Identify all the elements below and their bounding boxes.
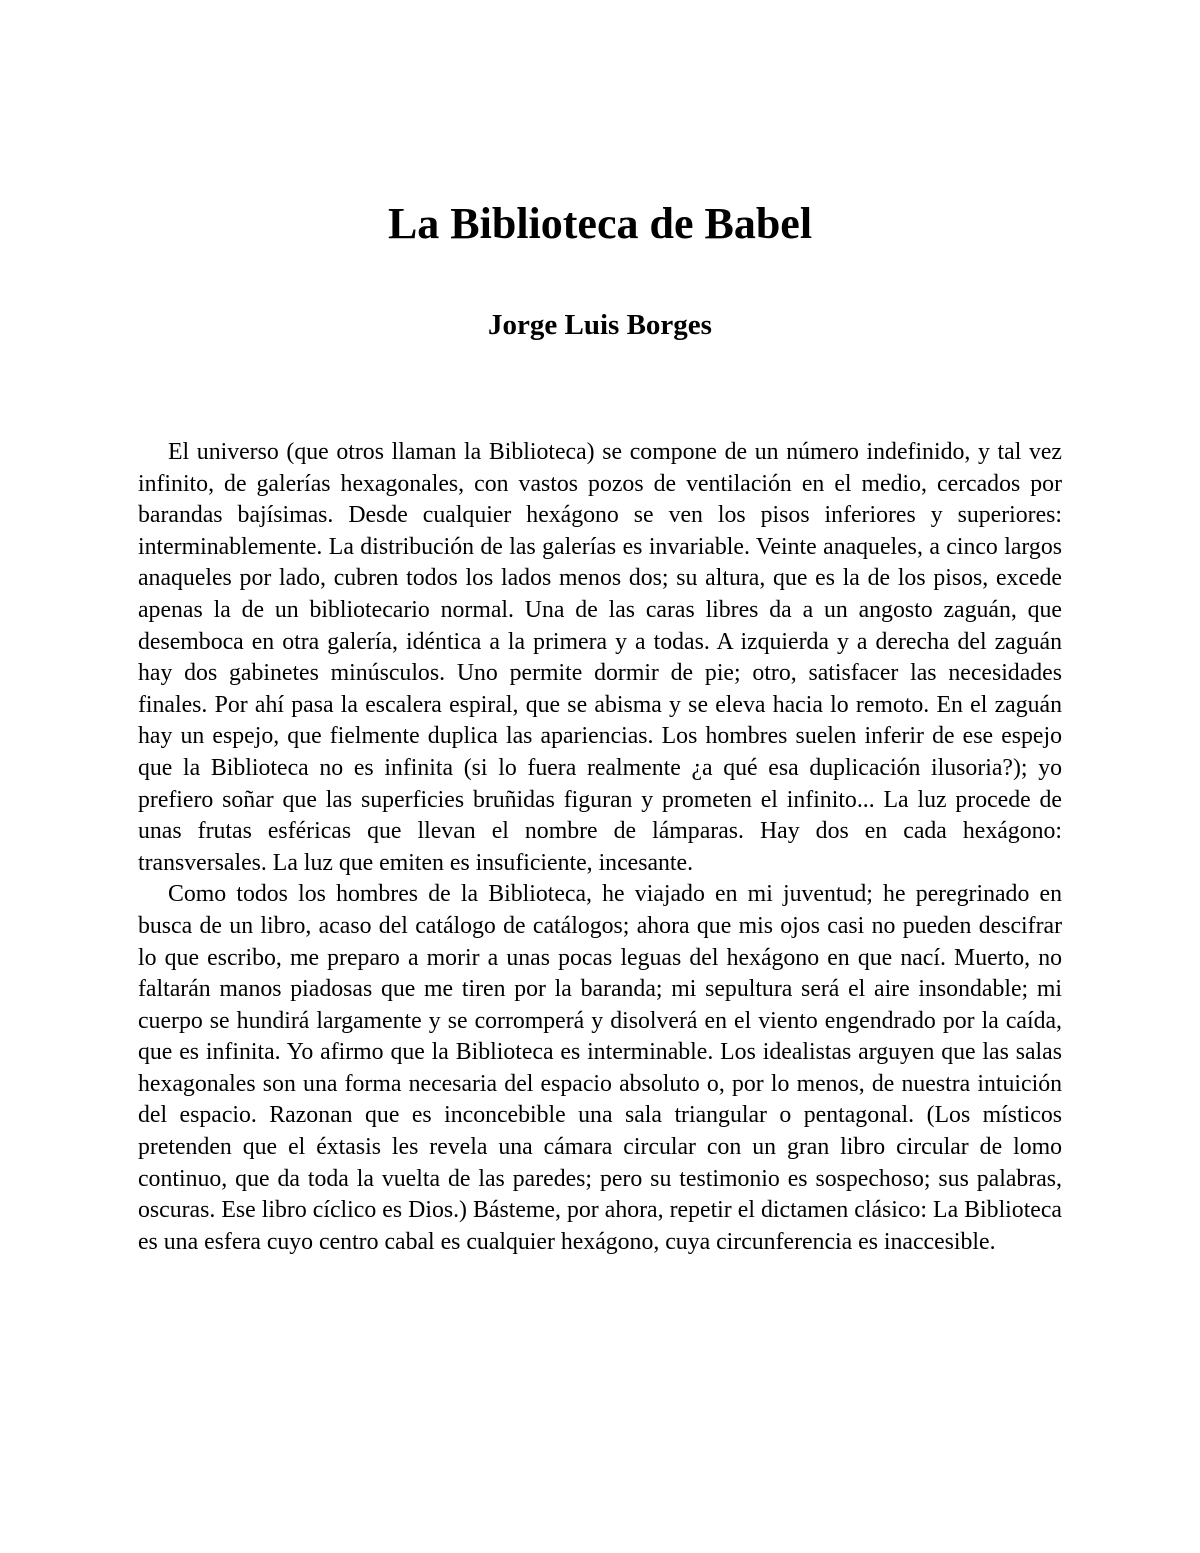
document-title: La Biblioteca de Babel: [387, 199, 813, 248]
paragraph-2: Como todos los hombres de la Biblioteca, he viajado en mi juventud; he peregrinado en busca de un libro, acaso del catálogo de catálogos; ahora que mis ojos casi no pueden descifrar lo que escribo, me preparo a morir a unas pocas leguas del hexágono en que nací. Muerto, no faltarán manos piadosas que me tiren por la baranda; mi sepultura será el aire insondable; mi cuerpo se hundirá largamente y se corromperá y disolverá en el viento engendrado por la caída, que es infinita. Yo afirmo que la Biblioteca es interminable. Los idealistas arguyen que las salas hexagonales son una forma necesaria del espacio absoluto o, por lo menos, de nuestra intuición del espacio. Razonan que es inconcebible una sala triangular o pentagonal. (Los místicos pretenden que el éxtasis les revela una cámara circular con un gran libro circular de lomo continuo, que da toda la vuelta de las paredes; pero su testimonio es sospechoso; sus palabras, oscuras. Ese libro cíclico es Dios.) Básteme, por ahora, repetir el dictamen clásico: La Biblioteca es una esfera cuyo centro cabal es cualquier hexágono, cuya circunferencia es inaccesible.: [138, 881, 1062, 1255]
document-body: [138, 437, 1062, 1258]
document-author: Jorge Luis Borges: [488, 309, 712, 341]
paragraph-1: El universo (que otros llaman la Biblioteca) se compone de un número indefinido, y tal vez infinito, de galerías hexagonales, con vastos pozos de ventilación en el medio, cercados por barandas bajísimas. Desde cualquier hexágono se ven los pisos inferiores y superiores: interminablemente. La distribución de las galerías es invariable. Veinte anaqueles, a cinco largos anaqueles por lado, cubren todos los lados menos dos; su altura, que es la de los pisos, excede apenas la de un bibliotecario normal. Una de las caras libres da a un angosto zaguán, que desemboca en otra galería, idéntica a la primera y a todas. A izquierda y a derecha del zaguán hay dos gabinetes minúsculos. Uno permite dormir de pie; otro, satisfacer las necesidades finales. Por ahí pasa la escalera espiral, que se abisma y se eleva hacia lo remoto. En el zaguán hay un espejo, que fielmente duplica las apariencias. Los hombres suelen inferir de ese espejo que la Biblioteca no es infinita (si lo fuera realmente ¿a qué esa duplicación ilusoria?); yo prefiero soñar que las superficies bruñidas figuran y prometen el infinito... La luz procede de unas frutas esféricas que llevan el nombre de lámparas. Hay dos en cada hexágono: transversales. La luz que emiten es insuficiente, incesante.: [138, 439, 1062, 876]
